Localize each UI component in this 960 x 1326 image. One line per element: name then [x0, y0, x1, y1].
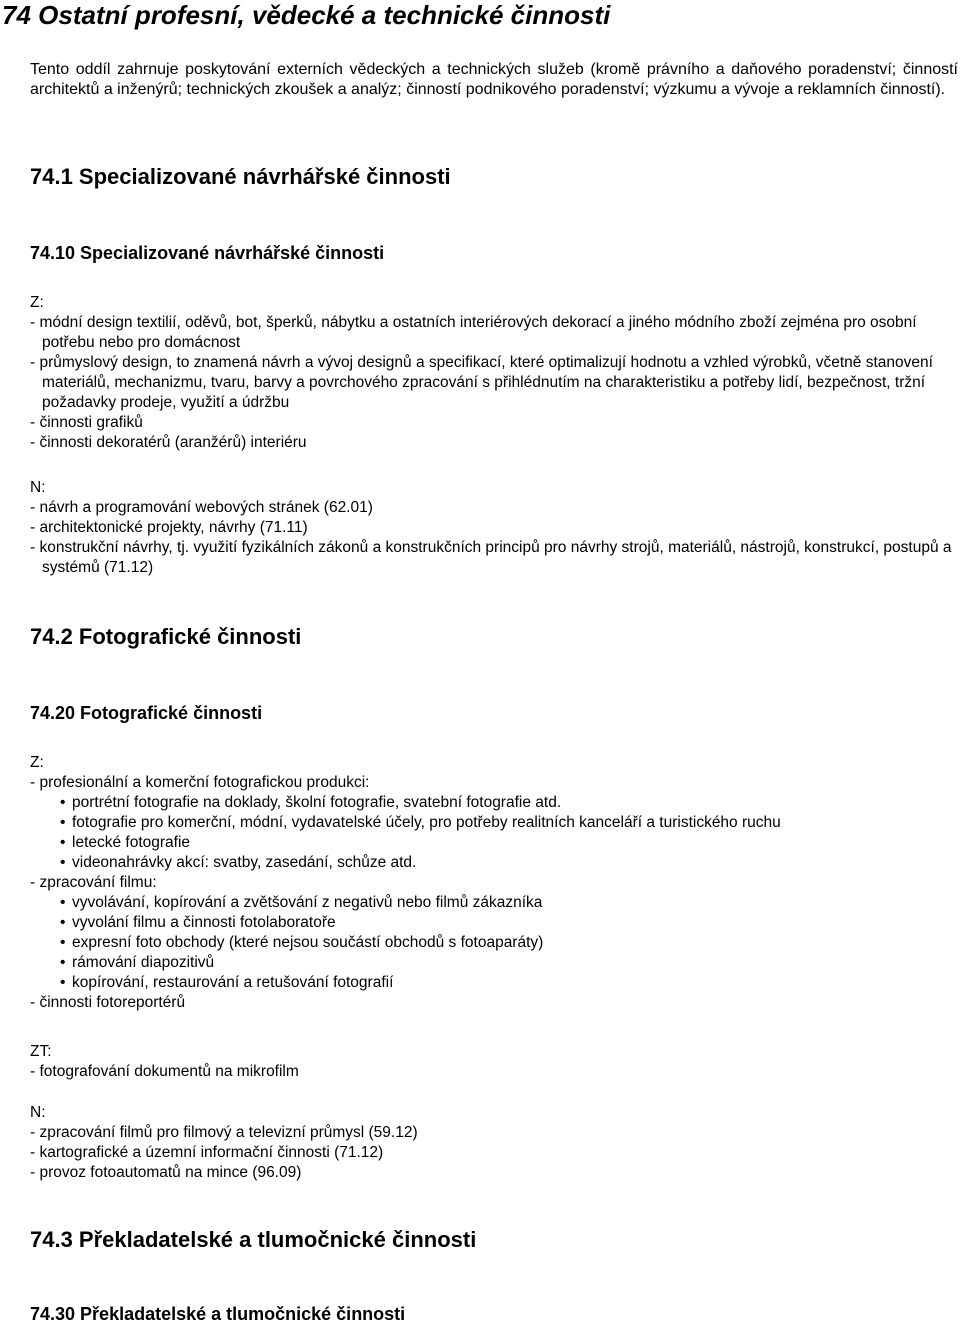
list-item: - profesionální a komerční fotografickou produkci:: [30, 774, 370, 791]
bullet-item: • letecké fotografie: [30, 833, 955, 853]
bullet-item: • kopírování, restaurování a retušování fotografií: [30, 973, 955, 993]
bullet-item: • videonahrávky akcí: svatby, zasedání, schůze atd.: [30, 853, 955, 873]
list-item: - fotografování dokumentů na mikrofilm: [30, 1063, 299, 1080]
section-heading-74-1: 74.1 Specializované návrhářské činnosti: [30, 164, 451, 189]
bullet-item: • rámování diapozitivů: [30, 953, 955, 973]
bullet-item: • vyvolání filmu a činnosti fotolaboratoře: [30, 913, 955, 933]
list-item: - konstrukční návrhy, tj. využití fyzikálních zákonů a konstrukčních principů pro návrhy strojů, materiálů, nástrojů, konstrukcí, postupů a systémů (71.12): [30, 539, 952, 576]
bullet-item: • expresní foto obchody (které nejsou součástí obchodů s fotoaparáty): [30, 933, 955, 953]
zahrnuje-block-74-10: [30, 293, 955, 453]
n-label: N:: [30, 479, 46, 496]
list-item: - kartografické a územní informační činnosti (71.12): [30, 1144, 384, 1161]
zahrnuje-take-block-74-20: [30, 1042, 955, 1082]
n-label: N:: [30, 1104, 46, 1121]
list-item: - provoz fotoautomatů na mince (96.09): [30, 1164, 302, 1181]
intro-paragraph: Tento oddíl zahrnuje poskytování externích vědeckých a technických služeb (kromě právního a daňového poradenství; činností architektů a inženýrů; technických zkoušek a analýz; činností podnikového poradenství; výzkumu a vývoje a reklamních činností).: [30, 61, 958, 98]
zt-label: ZT:: [30, 1043, 52, 1060]
list-item: - zpracování filmu:: [30, 874, 157, 891]
subsection-heading-74-30: 74.30 Překladatelské a tlumočnické činnosti: [30, 1304, 406, 1324]
page-title: 74 Ostatní profesní, vědecké a technické činnosti: [2, 0, 611, 30]
list-item: - módní design textilií, oděvů, bot, šperků, nábytku a ostatních interiérových dekorací a jiného módního zboží zejména pro osobní potřebu nebo pro domácnost: [30, 314, 917, 351]
section-heading-74-2: 74.2 Fotografické činnosti: [30, 624, 302, 649]
bullet-item: • fotografie pro komerční, módní, vydavatelské účely, pro potřeby realitních kanceláří a turistického ruchu: [30, 813, 955, 833]
zahrnuje-block-74-20: [30, 753, 955, 1013]
list-item: - zpracování filmů pro filmový a televizní průmysl (59.12): [30, 1124, 418, 1141]
list-item: - činnosti dekoratérů (aranžérů) interiéru: [30, 434, 307, 451]
list-item: - průmyslový design, to znamená návrh a vývoj designů a specifikací, které optimalizují hodnotu a vzhled výrobků, včetně stanovení materiálů, mechanizmu, tvaru, barvy a povrchového zpracování s přihlédnutím na charakteristiku a potřeby lidí, bezpečnost, tržní požadavky prodeje, využití a údržbu: [30, 354, 933, 411]
nezahrnuje-block-74-20: [30, 1103, 955, 1183]
list-item: - činnosti grafiků: [30, 414, 143, 431]
list-item: - návrh a programování webových stránek (62.01): [30, 499, 373, 516]
list-item: - architektonické projekty, návrhy (71.11): [30, 519, 308, 536]
z-label: Z:: [30, 294, 44, 311]
bullet-item: • portrétní fotografie na doklady, školní fotografie, svatební fotografie atd.: [30, 793, 955, 813]
section-heading-74-3: 74.3 Překladatelské a tlumočnické činnosti: [30, 1227, 477, 1252]
nezahrnuje-block-74-10: [30, 478, 955, 578]
list-item: - činnosti fotoreportérů: [30, 994, 186, 1011]
subsection-heading-74-10: 74.10 Specializované návrhářské činnosti: [30, 243, 385, 263]
bullet-item: • vyvolávání, kopírování a zvětšování z negativů nebo filmů zákazníka: [30, 893, 955, 913]
z-label: Z:: [30, 754, 44, 771]
subsection-heading-74-20: 74.20 Fotografické činnosti: [30, 703, 263, 723]
